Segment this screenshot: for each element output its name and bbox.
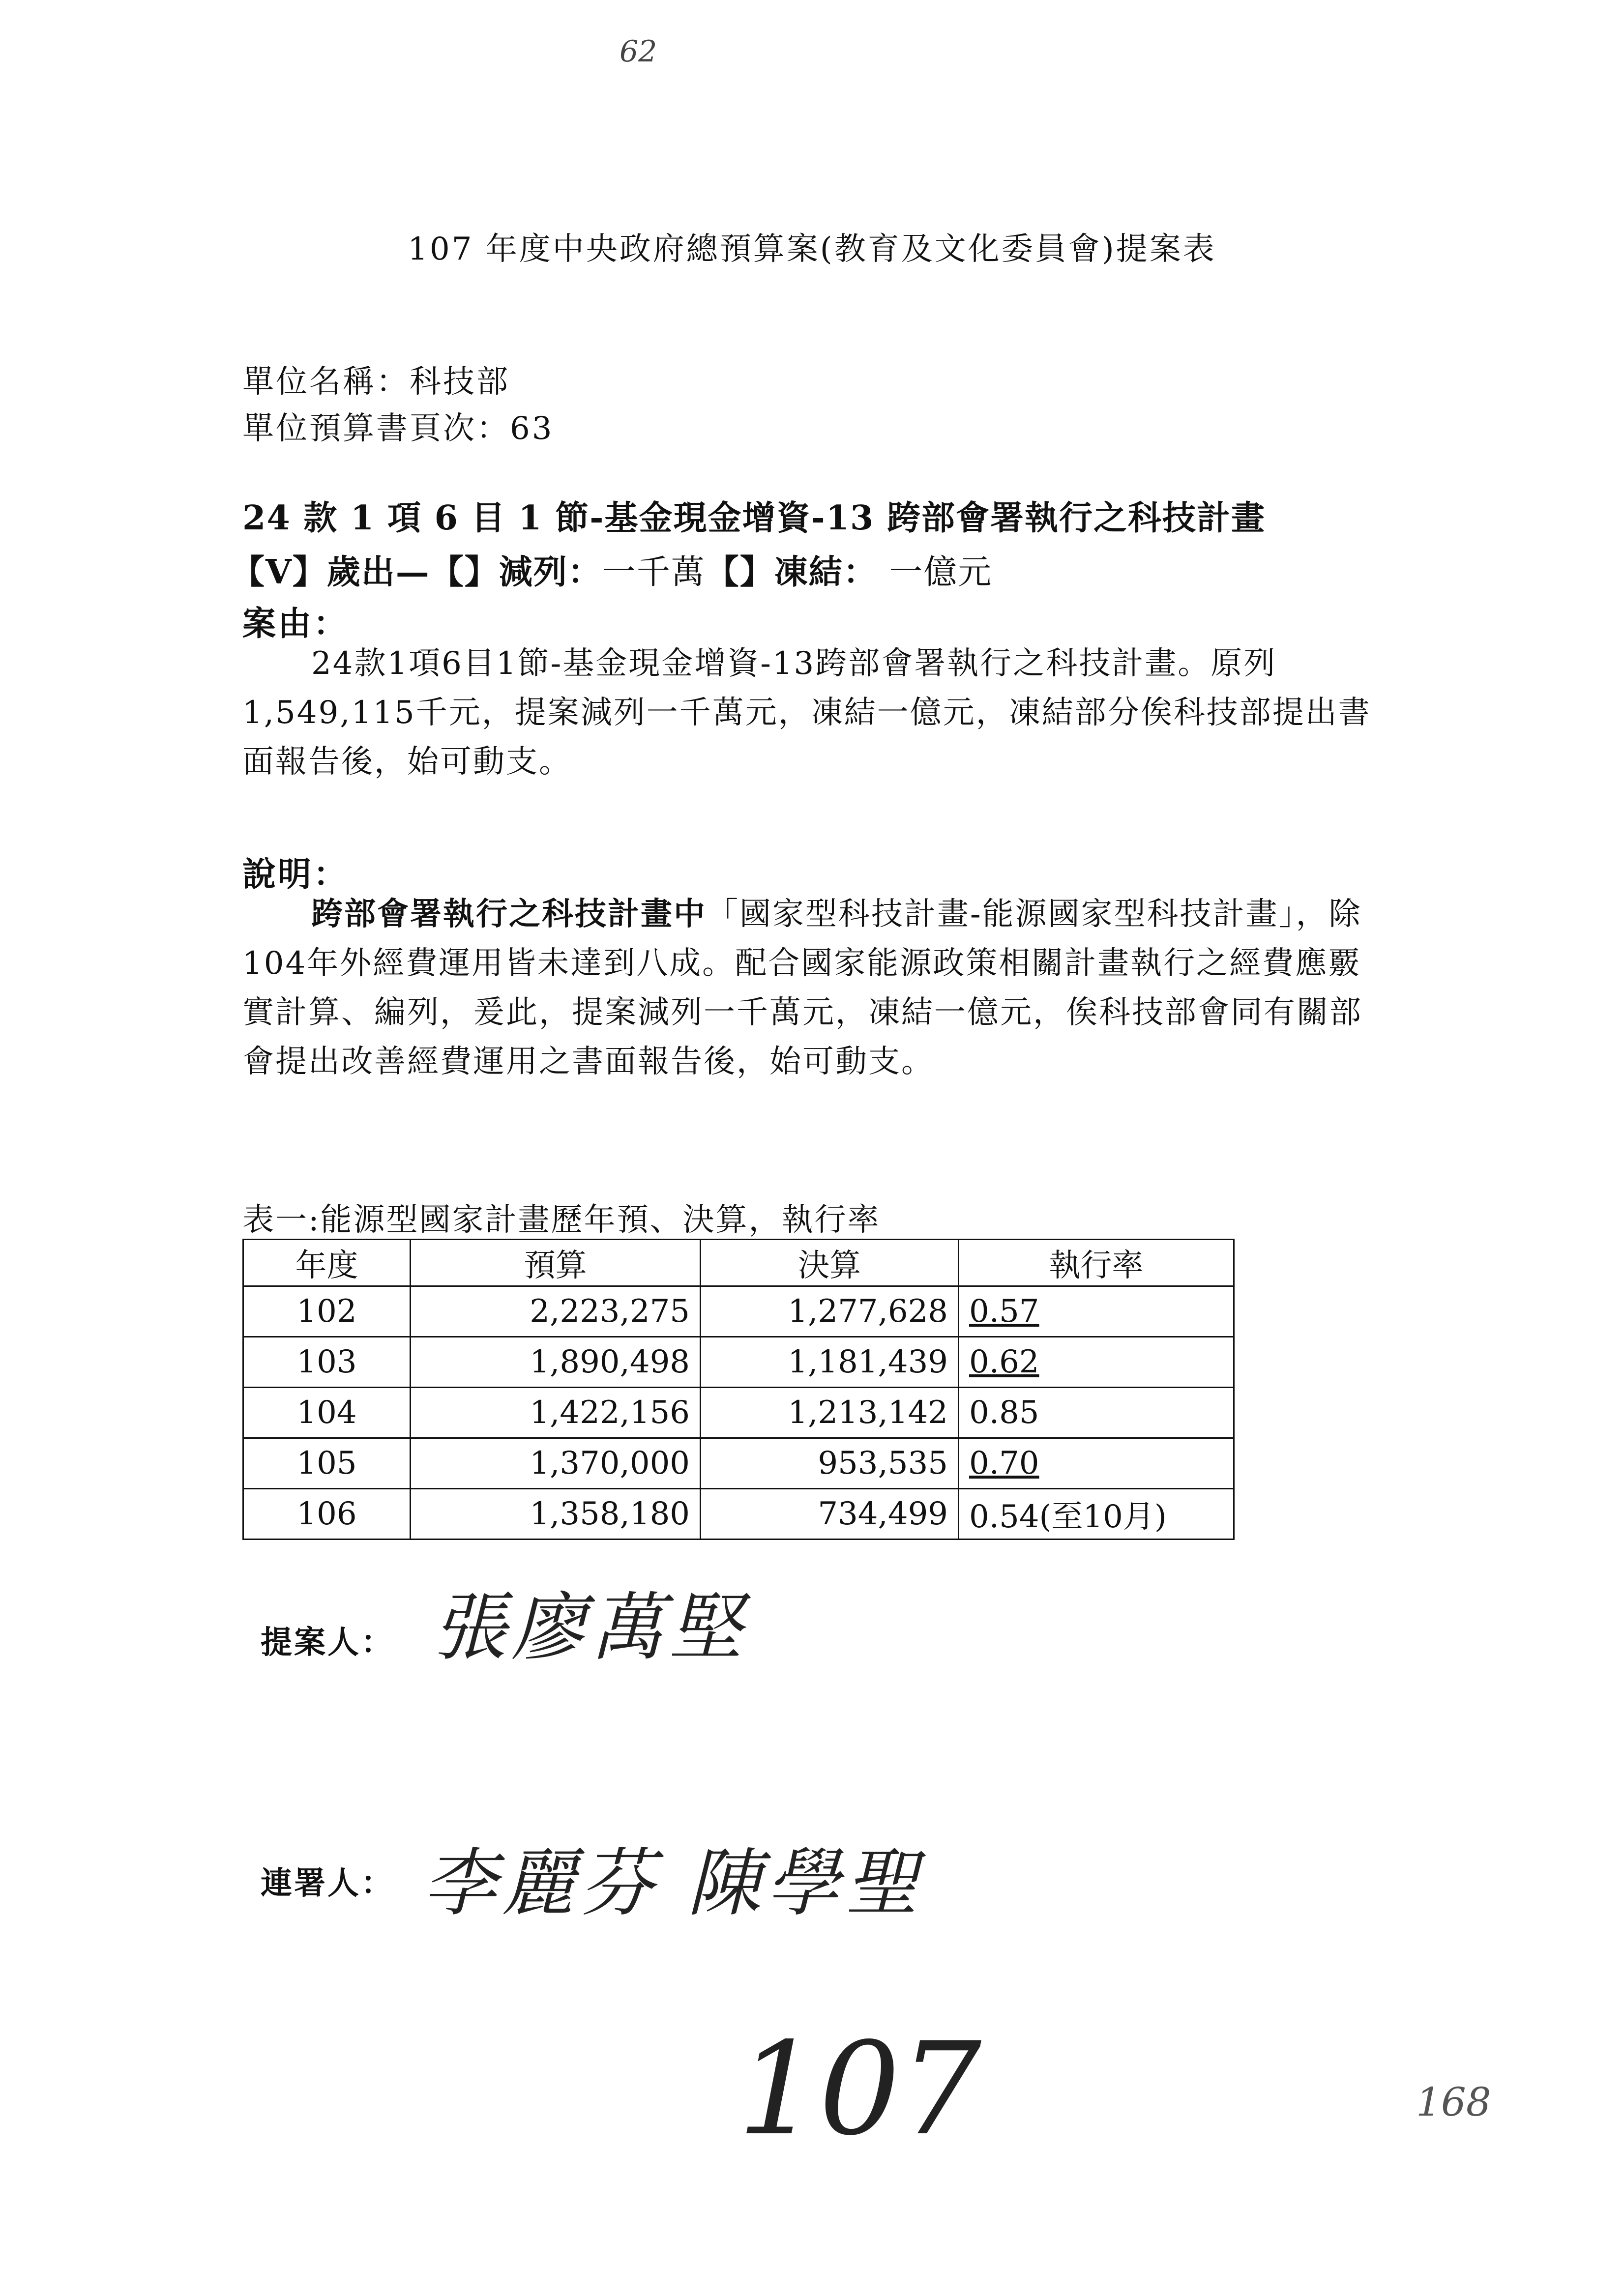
cell-budget: 1,890,498 [411, 1337, 701, 1388]
table-header-row [243, 1240, 1234, 1286]
page-mark: 168 [1416, 2079, 1491, 2125]
table-row [243, 1438, 1234, 1489]
heading-amount1: 一千萬 [602, 553, 706, 592]
cell-final: 734,499 [701, 1489, 959, 1540]
header-rate: 執行率 [959, 1240, 1234, 1286]
heading-part2: 【】凍結： [705, 552, 878, 592]
cell-rate: 0.70 [969, 1445, 1039, 1482]
cell-rate: 0.85 [969, 1395, 1039, 1431]
table-row [243, 1286, 1234, 1337]
cell-rate: 0.57 [969, 1293, 1039, 1330]
explain-paragraph [242, 890, 1388, 1086]
cell-final: 953,535 [701, 1438, 959, 1489]
header-year: 年度 [243, 1240, 411, 1286]
explain-bold: 跨部會署執行之科技計畫中 [311, 896, 707, 932]
reason-paragraph [242, 639, 1388, 786]
cell-final: 1,213,142 [701, 1388, 959, 1438]
proposer-label: 提案人： [261, 1624, 394, 1661]
cell-budget: 2,223,275 [411, 1286, 701, 1337]
cell-budget: 1,358,180 [411, 1489, 701, 1540]
cell-rate: 0.54(至10月) [969, 1499, 1167, 1535]
explain-text: 「國家型科技計畫-能源國家型科技計畫」，除104年外經費運用皆未達到八成。配合國家能源政策相關計畫執行之經費應覈實計算、編列，爰此，提案減列一千萬元，凍結一億元，俟科技部會同有關部會提出改善經費運用之書面報告後，始可動支。 [242, 896, 1362, 1080]
handwritten-number: 107 [738, 2015, 982, 2164]
heading-line2 [231, 546, 992, 593]
cell-final: 1,277,628 [701, 1286, 959, 1337]
heading-amount2: 一億元 [877, 553, 993, 592]
header-budget: 預算 [411, 1240, 701, 1286]
stamp-top: 62 [620, 34, 657, 69]
cosigner-signatures: 李麗芬 陳學聖 [423, 1841, 923, 1926]
execution-rate-table [242, 1239, 1235, 1540]
cell-budget: 1,370,000 [411, 1438, 701, 1489]
header-final: 決算 [701, 1240, 959, 1286]
heading-line1: 24 款 1 項 6 目 1 節-基金現金增資-13 跨部會署執行之科技計畫 [242, 498, 1266, 538]
cosigner-label: 連署人： [261, 1865, 394, 1902]
reason-label: 案由： [242, 604, 349, 643]
heading-part1: 【V】歲出—【】減列： [231, 552, 602, 592]
cell-year: 102 [243, 1286, 411, 1337]
cell-final: 1,181,439 [701, 1337, 959, 1388]
proposer-signature: 張廖萬堅 [433, 1585, 748, 1671]
cell-year: 105 [243, 1438, 411, 1489]
cell-budget: 1,422,156 [411, 1388, 701, 1438]
unit-page: 單位預算書頁次：63 [242, 410, 554, 447]
table-row [243, 1337, 1234, 1388]
cell-year: 104 [243, 1388, 411, 1438]
explain-label: 說明： [242, 855, 349, 894]
cell-rate: 0.62 [969, 1344, 1039, 1380]
reason-text: 24款1項6目1節-基金現金增資-13跨部會署執行之科技計畫。原列1,549,115千元，提案減列一千萬元，凍結一億元，凍結部分俟科技部提出書面報告後，始可動支。 [242, 645, 1371, 780]
table-row [243, 1388, 1234, 1438]
cell-year: 106 [243, 1489, 411, 1540]
table-caption: 表一:能源型國家計畫歷年預、決算，執行率 [242, 1202, 881, 1238]
cell-year: 103 [243, 1337, 411, 1388]
table-row [243, 1489, 1234, 1540]
unit-name: 單位名稱：科技部 [242, 364, 510, 400]
document-title: 107 年度中央政府總預算案(教育及文化委員會)提案表 [408, 231, 1216, 267]
